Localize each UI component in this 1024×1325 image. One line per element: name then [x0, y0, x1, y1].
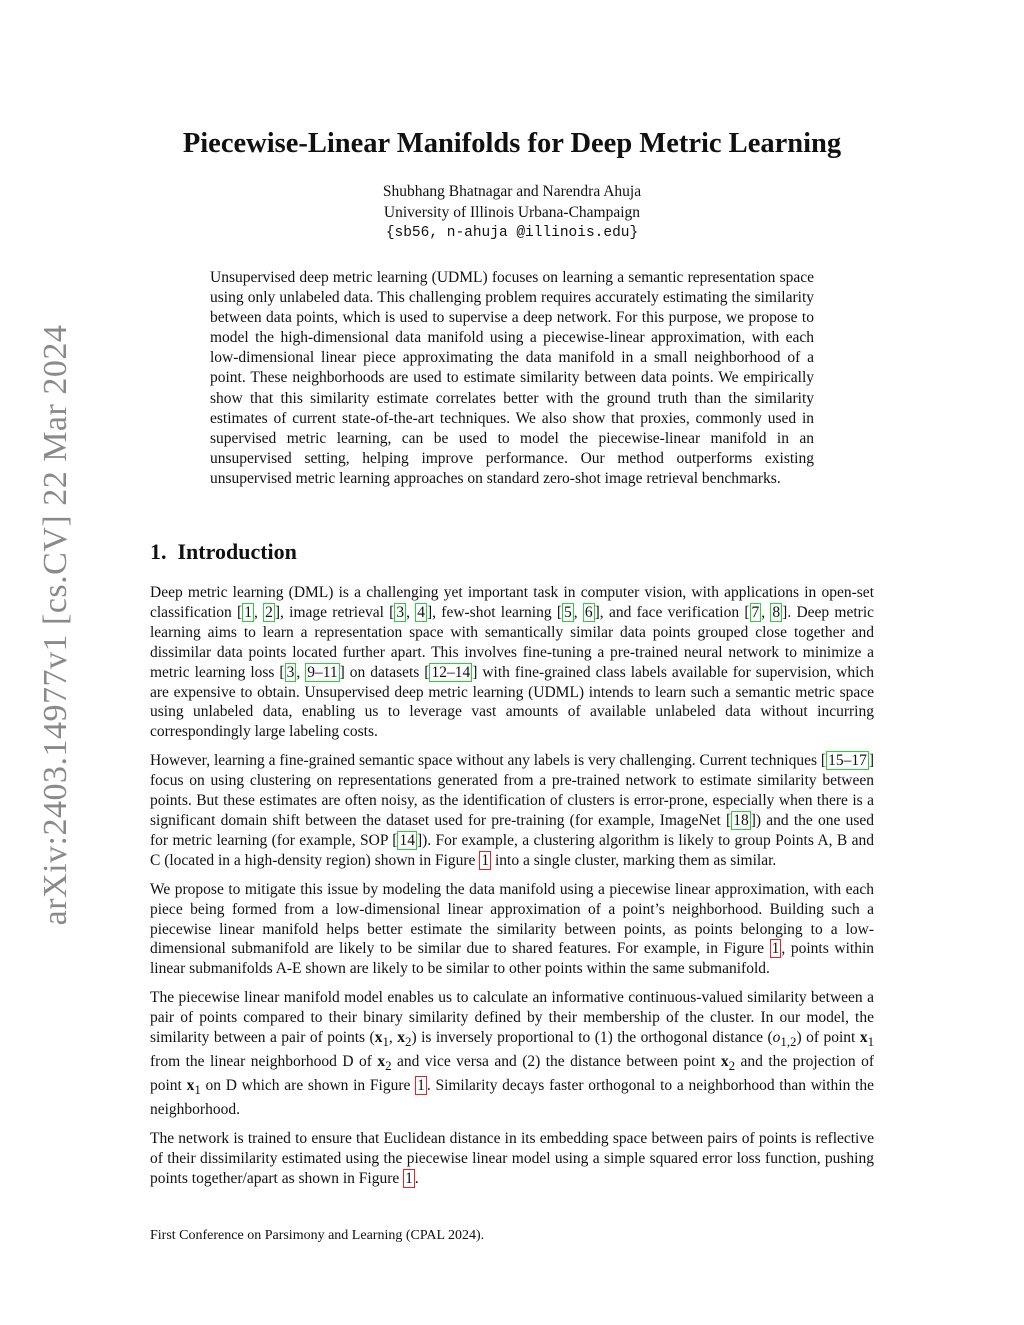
citation-link[interactable]: 9–11 [307, 663, 338, 681]
paragraph: Deep metric learning (DML) is a challenging yet important task in computer vision, with applications in open-set classification [ 1 , 2 ], image retrieval [ 3 , 4 ], few-shot learning [ 5 , 6 ], and face verification [ 7 , 8 ]. Deep metric learning aims to learn a representation space with semantically similar data points grouped close together and dissimilar data points located further apart. This involves fine-tuning a pre-trained neural network to minimize a metric learning loss [ 3 , 9–11 ] on datasets [ 12–14 ] with fine-grained class labels available for supervision, which are expensive to obtain. Unsupervised deep metric learning (UDML) intends to learn such a semantic metric space using unlabeled data, enabling us to leverage vast amounts of available unlabeled data without incurring correspondingly large labeling costs. [150, 584, 875, 741]
citation-link[interactable]: 7 [751, 603, 760, 621]
paragraph: The piecewise linear manifold model enables us to calculate an informative continuous-valued similarity between a pair of points compared to their binary similarity defined by their membership of the cluster. In our model, the similarity between a pair of points ($x_1$, $x_2$) is inversely proportional to (1) the orthogonal distance $(o_{1,2})$ of point $x_1$ from the linear neighborhood D of $x_2$ and vice versa and (2) the distance between point $x_2$ and the projection of point $x_1$ on D which are shown in Figure 1 . Similarity decays faster orthogonal to a neighborhood than within the neighborhood. [150, 989, 875, 1119]
citation-link[interactable]: 12–14 [431, 663, 471, 681]
figure-link[interactable]: 1 [481, 851, 490, 869]
section-number: 1. [150, 539, 167, 564]
author-block [150, 182, 874, 244]
figure-link[interactable]: 1 [405, 1169, 413, 1187]
paper-title: Piecewise-Linear Manifolds for Deep Metric Learning [182, 128, 842, 159]
paragraph: We propose to mitigate this issue by modeling the data manifold using a piecewise linear approximation, with each piece being formed from a low-dimensional linear approximation of a point’s neighborhood. Building such a piecewise linear manifold helps better estimate the similarity between points, as points belonging to a low-dimensional submanifold are likely to be similar due to shared features. For example, in Figure 1 , points within linear submanifolds A-E shown are likely to be similar to other points within the same submanifold. [150, 880, 874, 978]
citation-link[interactable]: 3 [286, 663, 295, 681]
citation-link[interactable]: 15–17 [828, 752, 867, 770]
figure-link[interactable]: 1 [417, 1077, 425, 1095]
abstract: Unsupervised deep metric learning (UDML) focuses on learning a semantic representation space using only unlabeled data. This challenging problem requires accurately estimating the similarity between data points, which is used to supervise a deep network. For this purpose, we propose to model the high-dimensional data manifold using a piecewise-linear approximation, with each low-dimensional linear piece approximating the data manifold in a small neighborhood of a point. These neighborhoods are used to estimate similarity between data points. We empirically show that this similarity estimate correlates better with the ground truth than the similarity estimates of current state-of-the-art techniques. We also show that proxies, commonly used in supervised metric learning, can be used to model the piecewise-linear manifold in an unsupervised setting, helping improve performance. Our method outperforms existing unsupervised metric learning approaches on standard zero-shot image retrieval benchmarks. [210, 269, 814, 487]
citation-link[interactable]: 8 [772, 603, 781, 621]
body-text [150, 583, 874, 1198]
section-heading [150, 539, 297, 565]
citation-link[interactable]: 14 [399, 831, 415, 849]
affiliation: University of Illinois Urbana-Champaign [383, 203, 641, 221]
citation-link[interactable]: 4 [417, 603, 425, 621]
author-names: Shubhang Bhatnagar and Narendra Ahuja [382, 183, 642, 200]
citation-link[interactable]: 1 [244, 603, 252, 621]
paragraph: However, learning a fine-grained semantic space without any labels is very challenging. Current techniques [ 15–17 ] focus on using clustering on representations generated from a pre-trained network to estimate similarity between points. But these estimates are often noisy, as the identification of clusters is error-prone, especially when there is a significant domain shift between the dataset used for pre-training (for example, ImageNet [ 18 ]) and the one used for metric learning (for example, SOP [ 14 ]). For example, a clustering algorithm is likely to group Points A, B and C (located in a high-density region) shown in Figure 1 into a single cluster, marking them as similar. [150, 752, 874, 869]
email[interactable]: {sb56, n-ahuja @illinois.edu} [385, 225, 639, 241]
arxiv-sidebar [28, 300, 83, 950]
citation-link[interactable]: 5 [564, 603, 572, 621]
citation-link[interactable]: 2 [265, 603, 273, 621]
citation-link[interactable]: 6 [584, 603, 593, 621]
footer-note: First Conference on Parsimony and Learning (CPAL 2024). [150, 1228, 485, 1243]
paragraph: The network is trained to ensure that Euclidean distance in its embedding space between pairs of points is reflective of their dissimilarity estimated using the piecewise linear model using a simple squared error loss function, pushing points together/apart as shown in Figure 1 . [150, 1129, 874, 1187]
arxiv-identifier: arXiv:2403.14977v1 [cs.CV] 22 Mar 2024 [36, 324, 74, 926]
section-title: Introduction [177, 539, 297, 564]
citation-link[interactable]: 3 [396, 603, 405, 621]
citation-link[interactable]: 18 [733, 811, 749, 829]
figure-link[interactable]: 1 [771, 940, 780, 958]
